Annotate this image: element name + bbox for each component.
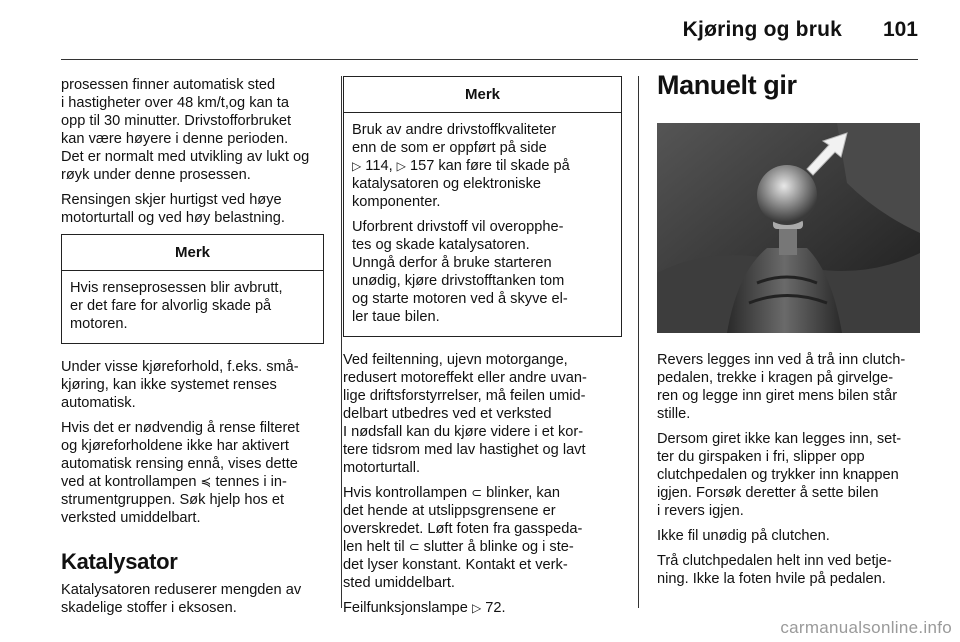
paragraph [343,484,622,592]
paragraph: Revers legges inn ved å trå inn clutch- pedalen, trekke i kragen på girvelge- ren og legge inn giret mens bilen står stille. [657,352,906,422]
column-divider [638,76,639,608]
note-text: Uforbrent drivstoff vil overopphe- tes og skade katalysatoren. Unngå derfor å bruke starteren unødig, kjøre drivstofftanken tom og starte motoren ved å skyve el- ler taue bilen. [352,219,568,325]
page-header [0,0,960,60]
note-body [344,113,621,336]
section-title: Katalysator [61,549,178,574]
text-run: Feilfunksjonslampe [343,600,472,616]
engine-warning-icon: ⊂ [471,485,483,500]
text-run: blinker, kan det hende at utslippsgrensene er overskredet. Løft foten fra gasspeda- len helt til [343,485,583,555]
page-ref-arrow-icon: ▷ [396,159,406,173]
column-right [657,70,920,595]
paragraph: Rensingen skjer hurtigst ved høye motorturtall og ved høy belastning. [61,192,285,226]
paragraph: Ikke fil unødig på clutchen. [657,528,830,544]
header-title: Kjøring og bruk [682,18,842,41]
note-title: Merk [62,235,323,271]
paragraph: Ved feiltenning, ujevn motorgange, redusert motoreffekt eller andre uvan- lige driftsforstyrrelser, må feilen umid- delbart utbedres ved et verksted I nødsfall kan du kjøre videre i et kor- tere tidsrom med lav hastighet og lavt motorturtall. [343,352,587,476]
filter-warning-icon: ≼ [200,474,212,489]
page-ref[interactable]: 157 [409,158,435,174]
text-run: kan føre til skade på katalysatoren og elektroniske komponenter. [352,158,570,210]
paragraph: Under visse kjøreforhold, f.eks. små- kjøring, kan ikke systemet renses automatisk. [61,359,299,411]
note-body [62,271,323,343]
paragraph [343,599,622,617]
gear-lever-illustration [657,123,920,333]
section-title: Manuelt gir [657,70,797,100]
column-middle [343,76,622,624]
paragraph: Trå clutchpedalen helt inn ved betje- ning. Ikke la foten hvile på pedalen. [657,553,892,587]
note-text [352,121,613,211]
text-run: Bruk av andre drivstoffkvaliteter enn de som er oppført på side [352,122,557,156]
paragraph: prosessen finner automatisk sted i hastigheter over 48 km/t,og kan ta opp til 30 minutter. Drivstofforbruket kan være høyere i denne perioden. Det er normalt med utvikling av lukt og røyk under denne prosessen. [61,77,310,183]
engine-warning-icon: ⊂ [408,539,420,554]
note-title: Merk [344,77,621,113]
text-run: tennes i in- strumentgruppen. Søk hjelp hos et verksted umiddelbart. [61,474,287,526]
note-text: Hvis renseprosessen blir avbrutt, er det fare for alvorlig skade på motoren. [70,280,283,332]
text-run: Hvis kontrollampen [343,485,472,501]
note-box [343,76,622,337]
gear-lever-photo [657,123,920,333]
text-run: slutter å blinke og i ste- det lyser konstant. Kontakt et verk- sted umiddelbart. [343,539,574,591]
text-run: , [388,158,397,174]
page-number: 101 [882,18,918,41]
header-rule [61,59,918,60]
page-ref-arrow-icon: ▷ [352,159,362,173]
paragraph: Katalysatoren reduserer mengden av skadelige stoffer i eksosen. [61,582,302,616]
paragraph [61,419,324,527]
text-run: Hvis det er nødvendig å rense filteret og kjøreforholdene ikke har aktivert automatisk rensing ennå, vises dette ved at kontrollampen [61,420,300,490]
page-ref-arrow-icon: ▷ [471,601,482,615]
page-ref[interactable]: 72 [485,600,502,616]
page-ref[interactable]: 114 [365,158,389,174]
paragraph: Dersom giret ikke kan legges inn, set- ter du girspaken i fri, slipper opp clutchpedalen og trykker inn knappen igjen. Forsøk deretter å sette bilen i revers igjen. [657,431,902,519]
watermark: carmanualsonline.info [780,618,952,637]
column-divider [341,76,342,608]
text-run: . [501,600,506,616]
column-left [61,76,324,624]
note-box [61,234,324,344]
